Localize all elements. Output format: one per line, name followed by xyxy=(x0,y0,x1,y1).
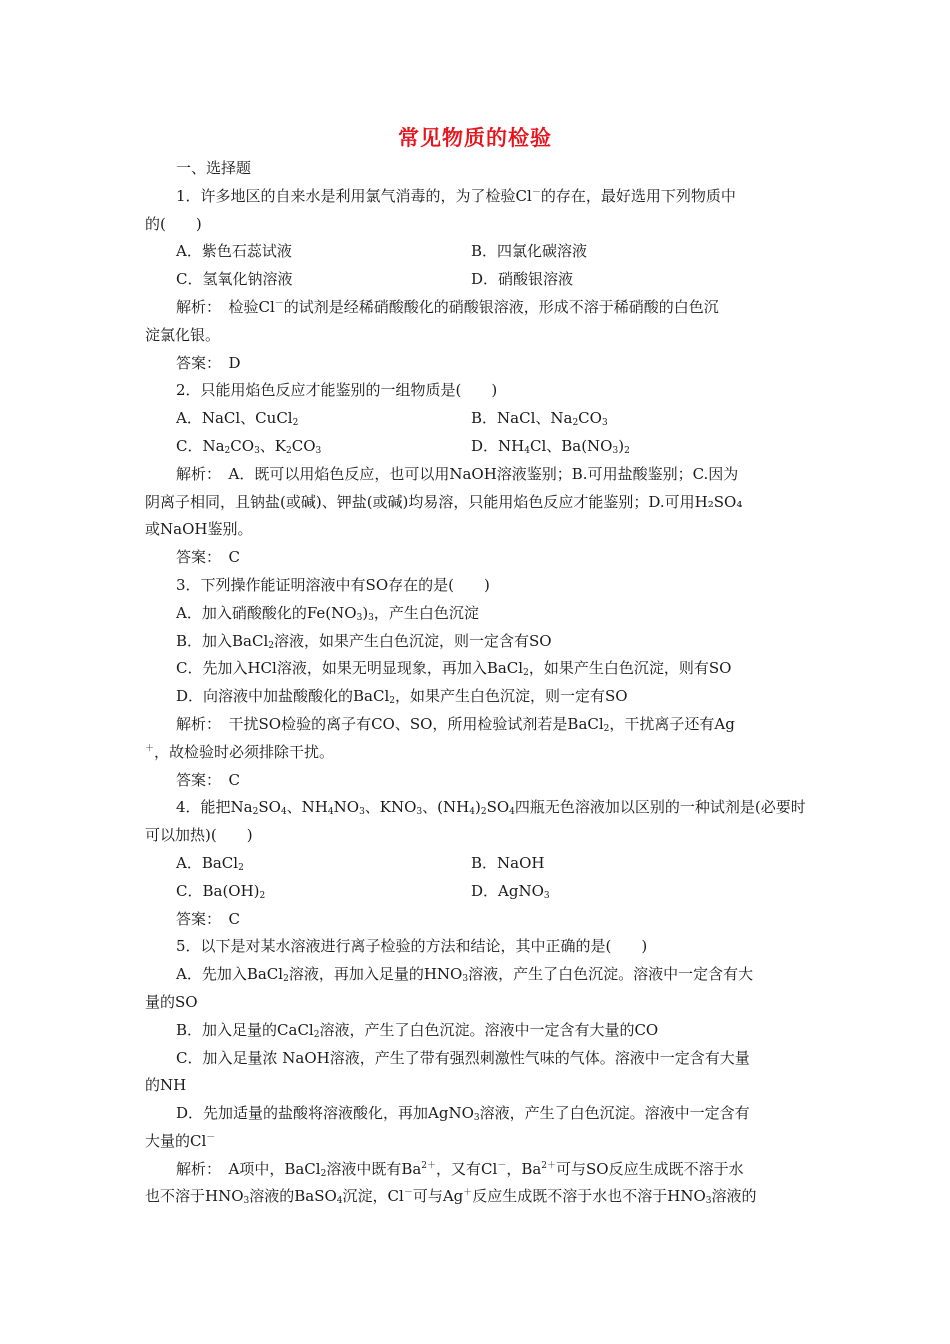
text-line: 答案： C xyxy=(176,909,240,928)
option-item: B．NaCl、$Na_2CO_3$ xyxy=(471,409,608,429)
text-line: B．加入足量的CaCl$_2$溶液，产生了白色沉淀。溶液中一定含有大量的CO xyxy=(176,1020,659,1040)
option-item: D．$NH_4Cl$、$Ba(NO_3)_2$ xyxy=(471,436,630,456)
option-item: A．BaCl$_2$ xyxy=(176,853,244,873)
text-line: 的( ) xyxy=(145,214,202,233)
text-line: A．加入硝酸酸化的$Fe(NO_3)_3$，产生白色沉淀 xyxy=(176,603,479,623)
text-line: 2．只能用焰色反应才能鉴别的一组物质是( ) xyxy=(176,381,498,400)
option-row xyxy=(145,405,810,433)
text-line: 答案： C xyxy=(176,770,240,789)
text-line: 3．下列操作能证明溶液中有SO存在的是( ) xyxy=(176,575,490,594)
text-line: 量的SO xyxy=(145,992,198,1011)
text-line: 阴离子相同，且钠盐(或碱)、钾盐(或碱)均易溶，只能用焰色反应才能鉴别；D.可用H₂SO₄ xyxy=(145,492,743,511)
option-item: C．氢氧化钠溶液 xyxy=(176,270,293,289)
text-line: 1．许多地区的自来水是利用氯气消毒的，为了检验Cl－的存在，最好选用下列物质中 xyxy=(176,186,736,205)
text-line: 解析： 干扰SO检验的离子有CO、SO，所用检验试剂若是BaCl$_2$，干扰离子还有Ag xyxy=(176,714,735,734)
text-line: 大量的Cl－ xyxy=(145,1131,216,1150)
text-line: 5．以下是对某水溶液进行离子检验的方法和结论，其中正确的是( ) xyxy=(176,937,648,956)
text-line: 的NH xyxy=(145,1076,187,1095)
page-title: 常见物质的检验 xyxy=(398,126,552,150)
text-line: C．加入足量浓 NaOH溶液，产生了带有强烈刺激性气味的气体。溶液中一定含有大量 xyxy=(176,1048,750,1067)
text-line: 4．能把$Na_2SO_4$、$NH_4NO_3$、$KNO_3$、$(NH_4)_2SO_4$四瓶无色溶液加以区别的一种试剂是(必要时 xyxy=(176,798,806,818)
text-line: B．加入BaCl$_2$溶液，如果产生白色沉淀，则一定含有SO xyxy=(176,631,552,651)
text-line: D．向溶液中加盐酸酸化的BaCl$_2$，如果产生白色沉淀，则一定有SO xyxy=(176,687,628,707)
text-line: 或NaOH鉴别。 xyxy=(145,520,253,539)
text-line: A．先加入BaCl$_2$溶液，再加入足量的$HNO_3$溶液，产生了白色沉淀。溶液中一定含有大 xyxy=(176,965,754,985)
text-line: 答案： D xyxy=(176,353,241,372)
option-item: D．AgNO$_3$ xyxy=(471,881,550,901)
option-row xyxy=(145,238,810,266)
option-item: C．$Na_2CO_3$、$K_2CO_3$ xyxy=(176,436,322,456)
option-item: D．硝酸银溶液 xyxy=(471,270,574,289)
text-line: 一、选择题 xyxy=(176,159,252,177)
document-body xyxy=(145,155,810,1211)
option-row xyxy=(145,433,810,461)
option-row xyxy=(145,266,810,294)
option-item: B．NaOH xyxy=(471,853,545,872)
option-row xyxy=(145,850,810,878)
text-line: 解析： A．既可以用焰色反应，也可以用NaOH溶液鉴别；B.可用盐酸鉴别；C.因为 xyxy=(176,464,739,483)
option-item: B．四氯化碳溶液 xyxy=(471,242,588,261)
text-line: 可以加热)( ) xyxy=(145,826,253,845)
text-line: D．先加适量的盐酸将溶液酸化，再加AgNO$_3$溶液，产生了白色沉淀。溶液中一定含有 xyxy=(176,1104,750,1124)
text-line: ＋，故检验时必须排除干扰。 xyxy=(145,742,335,761)
option-item: A．紫色石蕊试液 xyxy=(176,242,292,261)
option-item: C．$Ba(OH)_2$ xyxy=(176,881,266,901)
text-line: C．先加入HCl溶液，如果无明显现象，再加入BaCl$_2$，如果产生白色沉淀，则有SO xyxy=(176,659,732,679)
text-line: 解析： 检验Cl－的试剂是经稀硝酸酸化的硝酸银溶液，形成不溶于稀硝酸的白色沉 xyxy=(176,297,719,316)
text-line: 解析： A项中，BaCl$_2$溶液中既有$Ba^{2+}$，又有Cl－，$Ba^{2+}$可与SO反应生成既不溶于水 xyxy=(176,1159,744,1179)
option-row xyxy=(145,878,810,906)
option-item: A．NaCl、CuCl$_2$ xyxy=(176,409,299,429)
text-line: 淀氯化银。 xyxy=(145,325,221,344)
text-line: 也不溶于$HNO_3$溶液的BaSO$_4$沉淀，Cl－可与Ag＋反应生成既不溶于水也不溶于$HNO_3$溶液的 xyxy=(145,1187,757,1207)
text-line: 答案： C xyxy=(176,548,240,567)
